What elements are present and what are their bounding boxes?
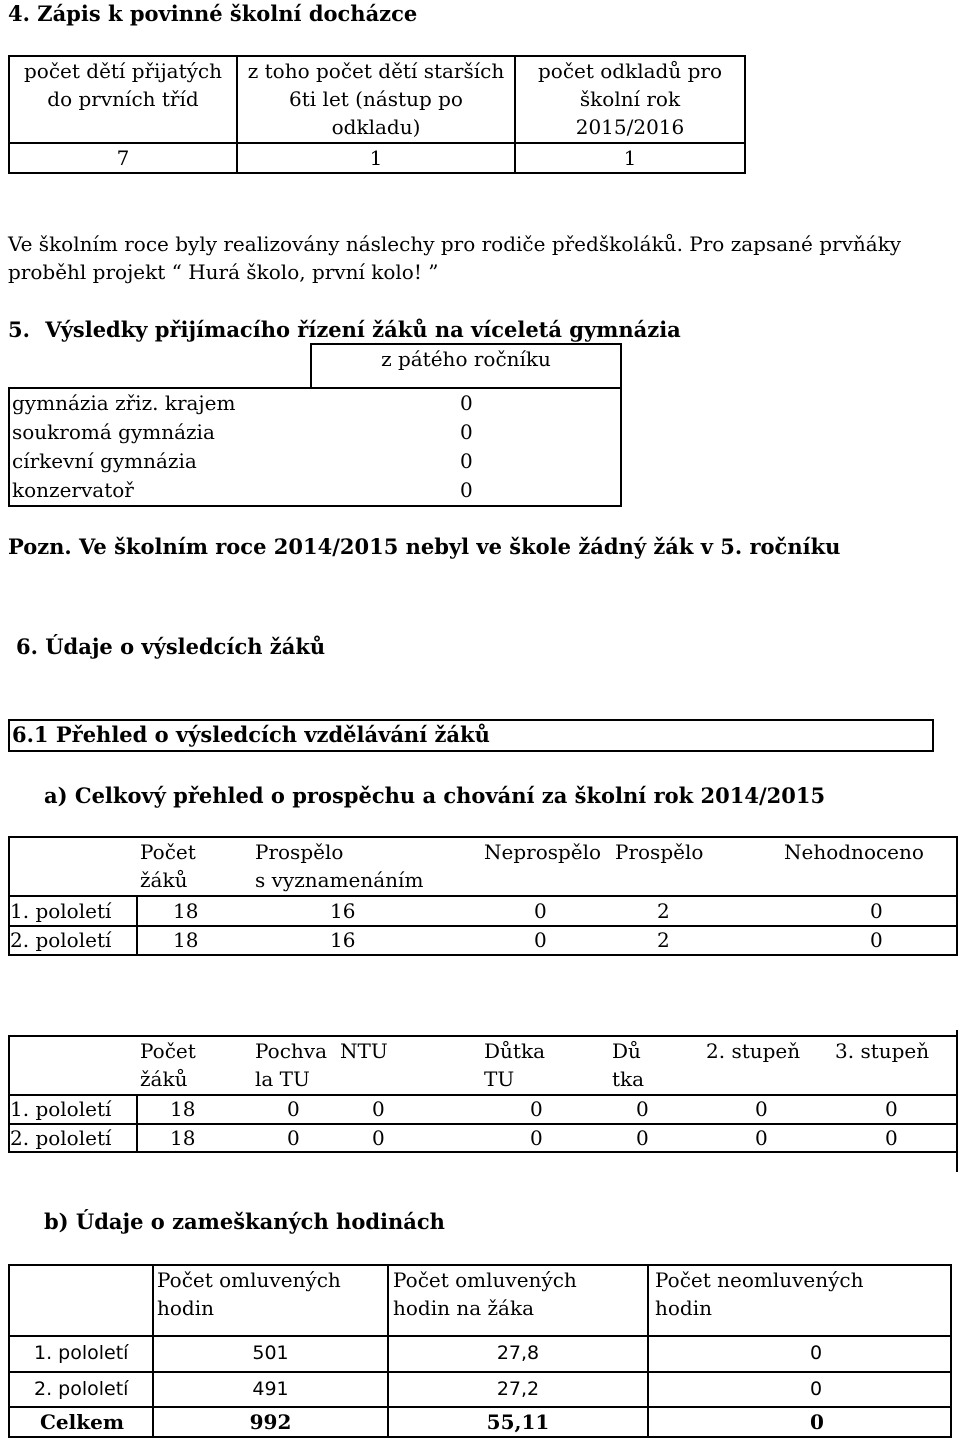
section-5-note: Pozn. Ve školním roce 2014/2015 nebyl ve škole žádný žák v 5. ročníku [8, 534, 841, 559]
enrollment-value-older: 1 [369, 146, 383, 170]
results-row-label: 1. pololetí [10, 899, 112, 923]
gymnasium-row-label: konzervatoř [12, 478, 134, 502]
absence-cell: 27,8 [496, 1342, 540, 1364]
results-header-honors: Prospělo s vyznamenáním [255, 840, 424, 892]
subsection-6-1-heading: 6.1 Přehled o výsledcích vzdělávání žáků [12, 722, 490, 747]
behavior-header-praise: Pochva la TU [255, 1039, 327, 1091]
results-cell: 16 [330, 899, 356, 923]
results-cell: 2 [657, 928, 670, 952]
subsection-b-heading: b) Údaje o zameškaných hodinách [44, 1209, 445, 1234]
behavior-cell: 18 [170, 1097, 196, 1121]
absence-cell: 491 [252, 1378, 289, 1400]
behavior-cell: 0 [287, 1097, 300, 1121]
results-cell: 0 [534, 928, 547, 952]
behavior-cell: 0 [755, 1097, 768, 1121]
absence-cell: 501 [252, 1342, 289, 1364]
results-cell: 0 [870, 899, 883, 923]
gymnasium-row-value: 0 [460, 420, 473, 444]
behavior-header-grade-2: 2. stupeň [706, 1039, 801, 1063]
behavior-header-reprimand-tu: Důtka TU [484, 1039, 545, 1091]
gymnasium-row-value: 0 [460, 478, 473, 502]
behavior-cell: 0 [287, 1126, 300, 1150]
results-cell: 2 [657, 899, 670, 923]
behavior-header-pupils: Počet žáků [140, 1039, 196, 1091]
gymnasium-row-label: církevní gymnázia [12, 449, 197, 473]
gymnasium-row-value: 0 [460, 449, 473, 473]
behavior-cell: 0 [530, 1126, 543, 1150]
behavior-cell: 0 [755, 1126, 768, 1150]
absence-total-label: Celkem [40, 1410, 124, 1434]
absence-total-cell: 0 [810, 1410, 824, 1434]
behavior-row-label: 1. pololetí [10, 1097, 112, 1121]
gymnasium-column-header: z pátého ročníku [381, 347, 551, 371]
results-cell: 0 [870, 928, 883, 952]
section-4-paragraph: Ve školním roce byly realizovány náslechy pro rodiče předškoláků. Pro zapsané prvňáky proběhl projekt “ Hurá školo, první kolo! ” [8, 232, 902, 284]
absence-header-unexcused: Počet neomluvených hodin [655, 1268, 864, 1320]
subsection-a-heading: a) Celkový přehled o prospěchu a chování za školní rok 2014/2015 [44, 783, 826, 808]
gymnasium-row-label: gymnázia zřiz. krajem [12, 391, 236, 415]
results-header-passed: Prospělo [615, 840, 704, 864]
behavior-cell: 0 [636, 1126, 649, 1150]
results-header-unassessed: Nehodnoceno [784, 840, 924, 864]
enrollment-header-older: z toho počet dětí starších 6ti let (nástup po odkladu) [247, 59, 505, 139]
absence-header-excused: Počet omluvených hodin [157, 1268, 341, 1320]
results-row-label: 2. pololetí [10, 928, 112, 952]
results-header-failed: Neprospělo [484, 840, 602, 864]
absence-total-cell: 992 [249, 1410, 292, 1434]
behavior-cell: 0 [885, 1097, 898, 1121]
behavior-cell: 0 [885, 1126, 898, 1150]
behavior-cell: 0 [530, 1097, 543, 1121]
absence-cell: 27,2 [496, 1378, 540, 1400]
enrollment-value-deferrals: 1 [623, 146, 637, 170]
section-5-heading: 5. Výsledky přijímacího řízení žáků na víceletá gymnázia [8, 317, 681, 342]
results-cell: 18 [173, 928, 199, 952]
results-header-pupils: Počet žáků [140, 840, 196, 892]
section-6-heading: 6. Údaje o výsledcích žáků [16, 634, 326, 659]
absence-row-label: 2. pololetí [34, 1378, 129, 1400]
absence-row-label: 1. pololetí [34, 1342, 129, 1364]
behavior-cell: 0 [636, 1097, 649, 1121]
enrollment-header-admitted: počet dětí přijatých do prvních tříd [23, 59, 222, 111]
section-4-heading: 4. Zápis k povinné školní docházce [8, 1, 418, 26]
behavior-row-label: 2. pololetí [10, 1126, 112, 1150]
behavior-header-ntu: NTU [340, 1039, 388, 1063]
results-cell: 0 [534, 899, 547, 923]
behavior-cell: 0 [372, 1126, 385, 1150]
gymnasium-row-value: 0 [460, 391, 473, 415]
absence-cell: 0 [810, 1378, 823, 1400]
results-cell: 18 [173, 899, 199, 923]
enrollment-header-deferrals: počet odkladů pro školní rok 2015/2016 [537, 59, 722, 139]
gymnasium-row-label: soukromá gymnázia [12, 420, 215, 444]
behavior-cell: 0 [372, 1097, 385, 1121]
results-cell: 16 [330, 928, 356, 952]
enrollment-value-admitted: 7 [116, 146, 130, 170]
behavior-header-reprimand: Dů tka [612, 1039, 645, 1091]
behavior-header-grade-3: 3. stupeň [835, 1039, 930, 1063]
absence-header-excused-per-pupil: Počet omluvených hodin na žáka [393, 1268, 577, 1320]
absence-total-cell: 55,11 [486, 1410, 550, 1434]
behavior-cell: 18 [170, 1126, 196, 1150]
absence-cell: 0 [810, 1342, 823, 1364]
